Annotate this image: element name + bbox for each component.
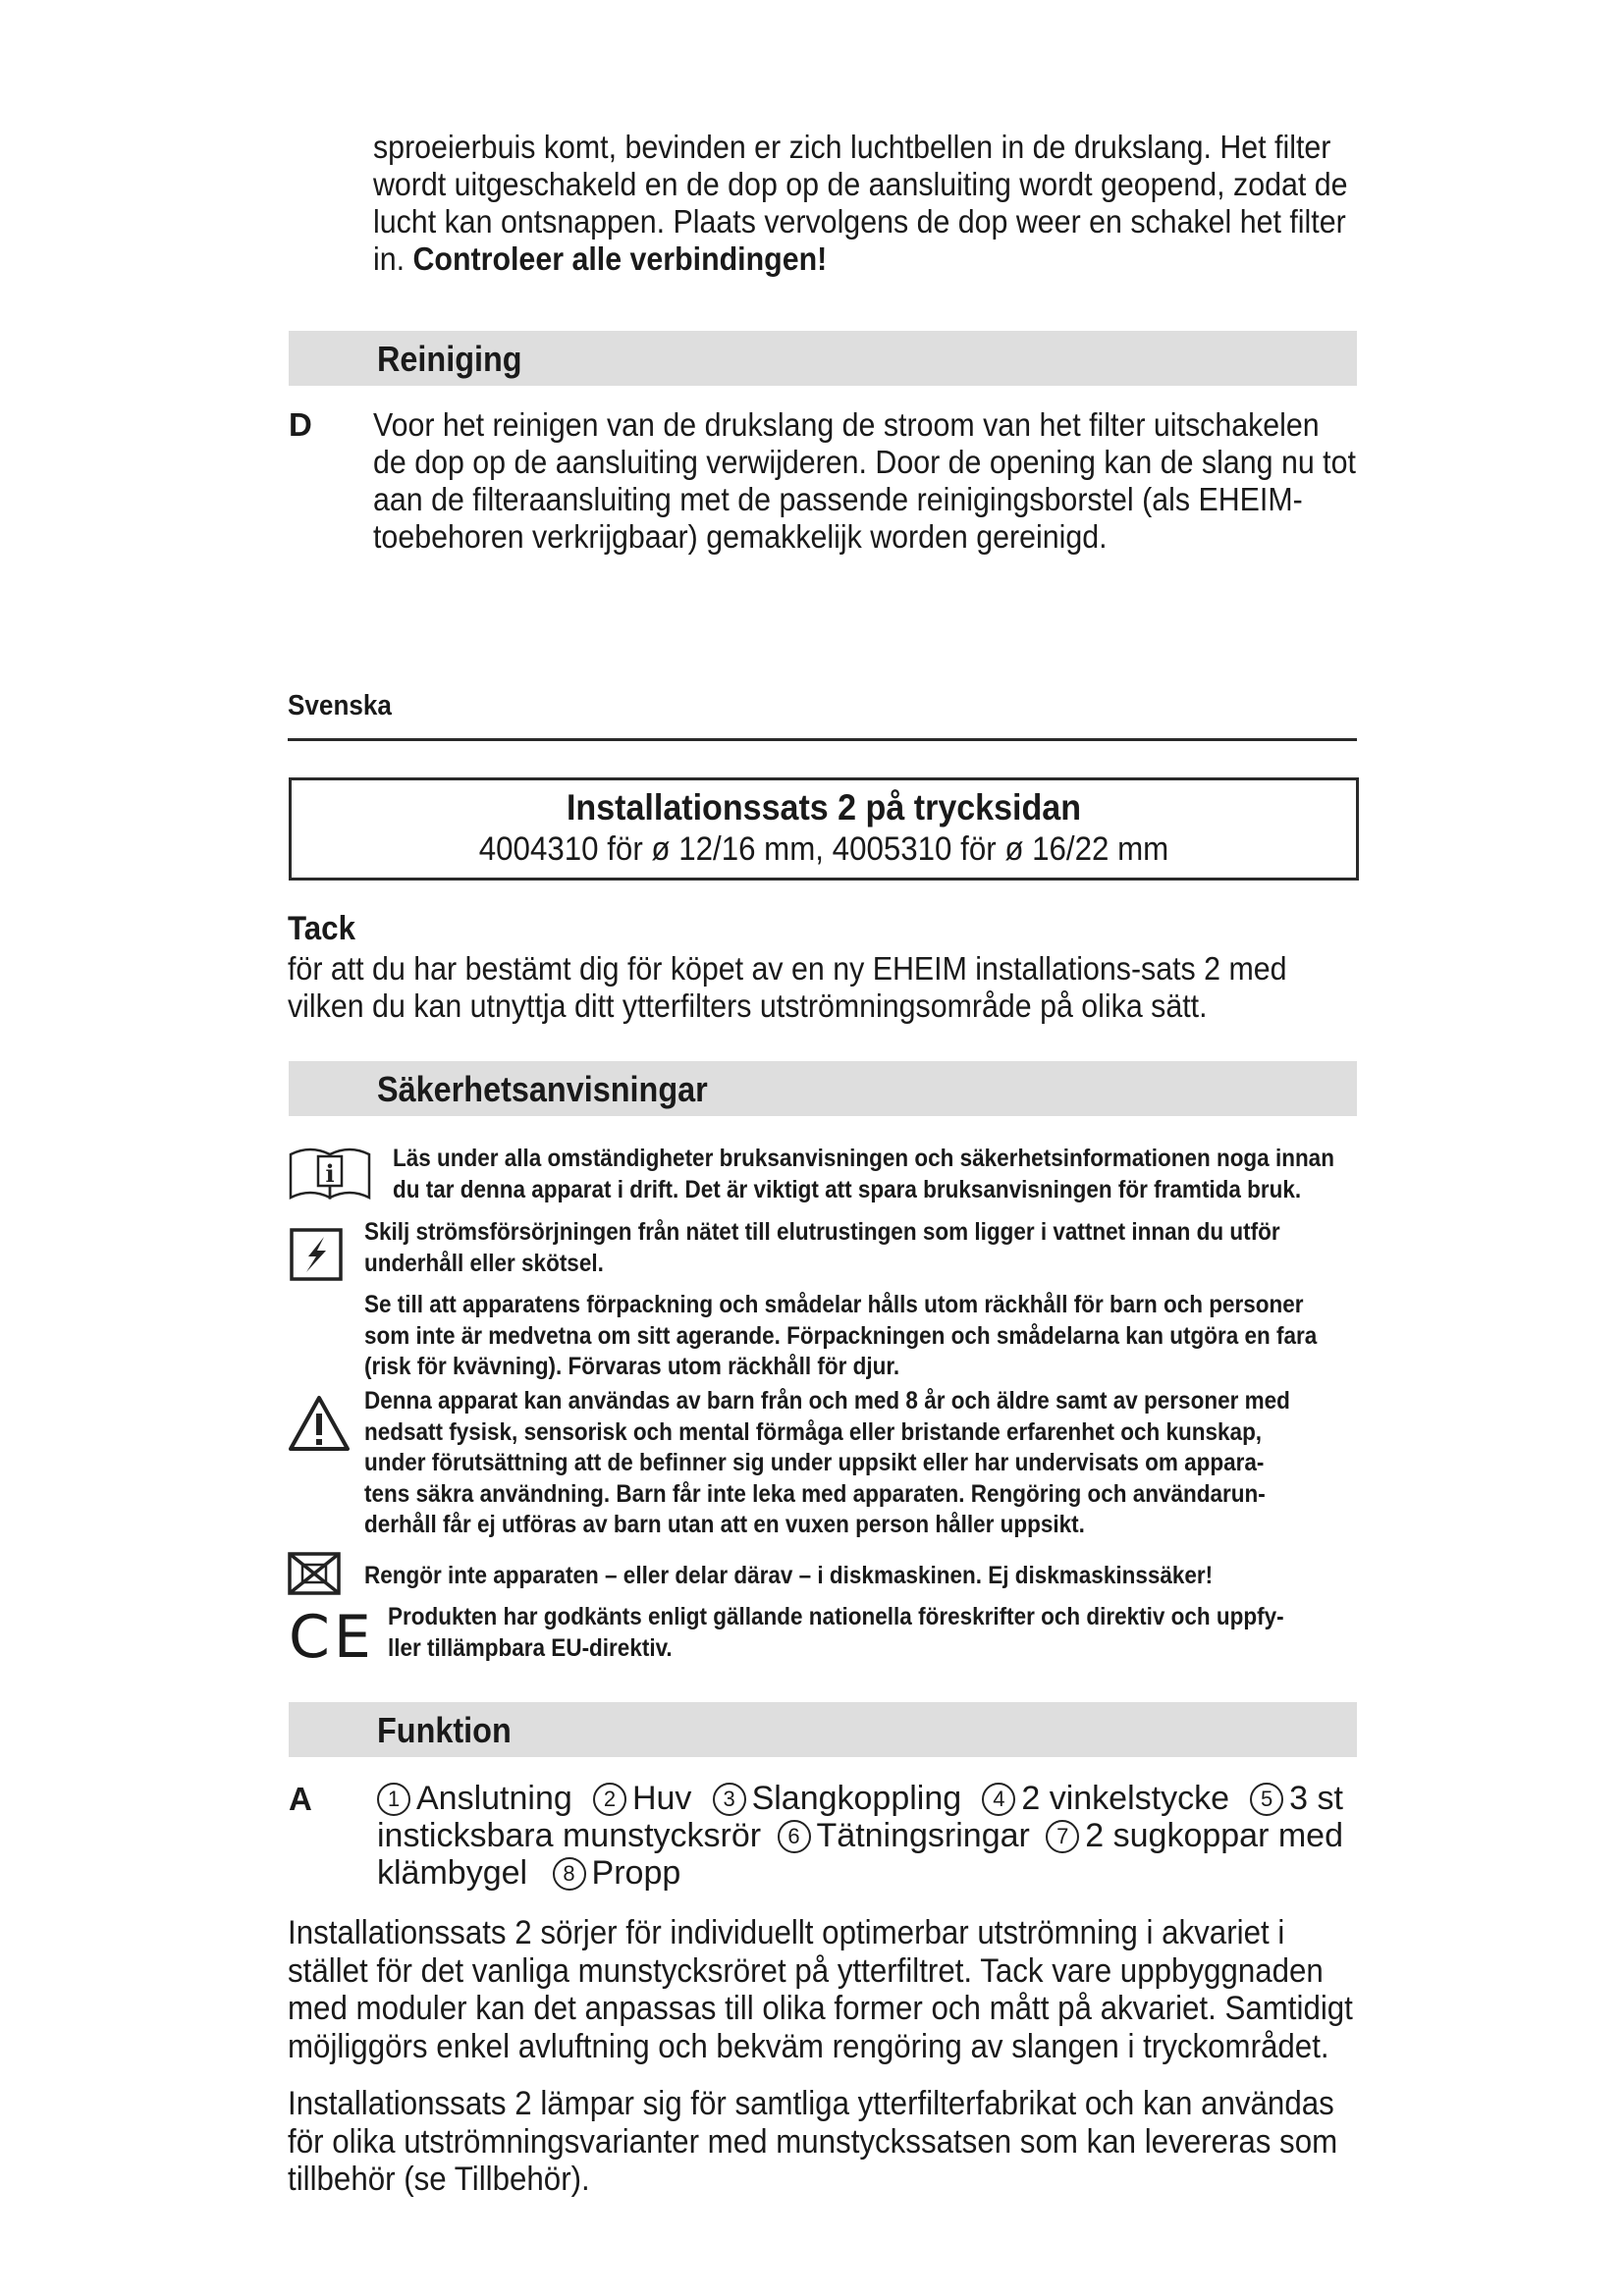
text-line: stället för det vanliga munstycksröret på ytterfiltret. Tack vare uppbyggnaden	[288, 1951, 1324, 1990]
text-line: sproeierbuis komt, bevinden er zich luchtbellen in de drukslang. Het filter	[373, 129, 1331, 165]
part-number: 8	[553, 1857, 586, 1891]
thanks-text	[288, 950, 1287, 1025]
text-line: Skilj strömsförsörjningen från nätet till elutrustingen som ligger i vattnet innan du utför	[364, 1218, 1280, 1246]
text-line: ller tillämpbara EU-direktiv.	[388, 1633, 673, 1662]
part-item	[377, 1780, 572, 1817]
part-label: 3 st	[1289, 1780, 1343, 1817]
text-line: de dop op de aansluiting verwijderen. Door de opening kan de slang nu tot	[373, 444, 1356, 480]
product-title: Installationssats 2 på trycksidan	[566, 787, 1082, 828]
divider	[288, 738, 1357, 741]
safety-manual-text	[393, 1144, 1334, 1205]
text-line: med moduler kan det anpassas till olika former och mått på akvariet. Samtidigt	[288, 1990, 1353, 2027]
part-label: Tätningsringar	[816, 1817, 1030, 1854]
product-title-box	[289, 777, 1359, 881]
text-line	[373, 240, 1347, 278]
text-line: underhåll eller skötsel.	[364, 1249, 604, 1277]
safety-dishwasher-text	[364, 1561, 1213, 1592]
text-line: Se till att apparatens förpackning och smådelar hålls utom räckhåll för barn och personer	[364, 1291, 1304, 1318]
figure-reference: A	[289, 1781, 312, 1817]
parts-line	[377, 1780, 1343, 1817]
part-item	[593, 1780, 691, 1817]
text-line: möjliggörs enkel avluftning och bekväm rengöring av slangen i tryckområdet.	[288, 2027, 1329, 2065]
part-number: 1	[377, 1783, 410, 1816]
section-heading: Säkerhetsanvisningar	[377, 1069, 708, 1109]
safety-warning-text	[364, 1386, 1290, 1541]
section-heading: Funktion	[377, 1710, 512, 1750]
language-label: Svenska	[288, 690, 392, 721]
part-item	[982, 1780, 1229, 1817]
part-item	[1046, 1817, 1343, 1854]
part-label: Slangkoppling	[751, 1780, 962, 1817]
part-label: Propp	[591, 1854, 681, 1892]
part-item	[1250, 1780, 1343, 1817]
parts-list	[377, 1780, 1359, 1892]
part-label: insticksbara munstycksrör	[377, 1817, 762, 1854]
text-line: toebehoren verkrijgbaar) gemakkelijk worden gereinigd.	[373, 518, 1108, 555]
no-dishwasher-icon	[287, 1551, 342, 1596]
section-bar-function	[289, 1702, 1357, 1757]
text-line: för olika utströmningsvarianter med munstyckssatsen som kan levereras som	[288, 2122, 1338, 2161]
text-line: Rengör inte apparaten – eller delar därav – i diskmaskinen. Ej diskmaskinssäker!	[364, 1562, 1214, 1589]
safety-packaging-text	[364, 1290, 1317, 1383]
function-description-1	[288, 1914, 1353, 2065]
part-label: 2 vinkelstycke	[1021, 1780, 1229, 1817]
safety-ce-text	[388, 1602, 1284, 1664]
part-label: klämbygel	[377, 1854, 528, 1892]
thanks-heading: Tack	[288, 910, 355, 947]
part-item	[713, 1780, 962, 1817]
part-number: 7	[1046, 1820, 1079, 1853]
read-manual-icon	[287, 1141, 373, 1201]
text-line: Produkten har godkänts enligt gällande nationella föreskrifter och direktiv och uppfy-	[388, 1603, 1284, 1630]
part-number: 3	[713, 1783, 746, 1816]
warning-icon	[287, 1394, 352, 1453]
figure-reference: D	[289, 406, 312, 443]
text-fragment: in.	[373, 240, 413, 277]
text-line: lucht kan ontsnappen. Plaats vervolgens de dop weer en schakel het filter	[373, 203, 1346, 240]
text-line: du tar denna apparat i drift. Det är viktigt att spara bruksanvisningen för framtida bruk.	[393, 1175, 1302, 1203]
part-label: 2 sugkoppar med	[1085, 1817, 1343, 1854]
text-line: Installationssats 2 sörjer för individuellt optimerbar utströmning i akvariet i	[288, 1914, 1285, 1951]
safety-power-text	[364, 1217, 1280, 1279]
svg-text:i: i	[325, 1159, 335, 1188]
part-label: Anslutning	[416, 1780, 572, 1817]
part-item	[553, 1854, 681, 1892]
section-bar-cleaning	[289, 331, 1357, 386]
text-line: Läs under alla omständigheter bruksanvisningen och säkerhetsinformationen noga innan	[393, 1145, 1334, 1172]
text-line: vilken du kan utnyttja ditt ytterfilters utströmningsområde på olika sätt.	[288, 988, 1208, 1024]
parts-line	[377, 1817, 1343, 1854]
text-line: nedsatt fysisk, sensorisk och mental förmåga eller bristande erfarenhet och kunskap,	[364, 1417, 1263, 1446]
function-description-2	[288, 2085, 1337, 2199]
text-line: tens säkra användning. Barn får inte leka med apparaten. Rengöring och användarun-	[364, 1479, 1266, 1508]
part-number: 2	[593, 1783, 626, 1816]
text-line: under förutsättning att de befinner sig under uppsikt eller har undervisats om appara-	[364, 1449, 1265, 1476]
text-line: (risk för kvävning). Förvaras utom räckhåll för djur.	[364, 1353, 900, 1380]
text-line: aan de filteraansluiting met de passende reinigingsborstel (als EHEIM-	[373, 481, 1303, 517]
cleaning-text	[373, 406, 1356, 556]
part-label: Huv	[631, 1780, 692, 1817]
text-line: som inte är medvetna om sitt agerande. Förpackningen och smådelarna kan utgöra en fara	[364, 1321, 1318, 1350]
ce-mark-icon: CE	[289, 1603, 375, 1672]
section-heading: Reiniging	[377, 339, 522, 379]
text-line: Voor het reinigen van de drukslang de stroom van het filter uitschakelen	[373, 406, 1320, 443]
text-line: Denna apparat kan användas av barn från och med 8 år och äldre samt av personer med	[364, 1387, 1290, 1415]
part-number: 5	[1250, 1783, 1283, 1816]
power-disconnect-icon	[289, 1227, 344, 1282]
product-subtitle: 4004310 för ø 12/16 mm, 4005310 för ø 16/22 mm	[478, 830, 1169, 868]
parts-line	[377, 1854, 1359, 1892]
text-line: tillbehör (se Tillbehör).	[288, 2161, 590, 2198]
dutch-intro	[373, 129, 1347, 278]
part-number: 6	[778, 1820, 811, 1853]
text-line: Installationssats 2 lämpar sig för samtliga ytterfilterfabrikat och kan användas	[288, 2085, 1334, 2122]
text-line: för att du har bestämt dig för köpet av en ny EHEIM installations-sats 2 med	[288, 950, 1287, 987]
part-number: 4	[982, 1783, 1015, 1816]
bold-emphasis: Controleer alle verbindingen!	[412, 240, 828, 277]
part-item	[778, 1817, 1030, 1854]
section-bar-safety	[289, 1061, 1357, 1116]
text-line: derhåll får ej utföras av barn utan att en vuxen person håller uppsikt.	[364, 1511, 1085, 1538]
text-line: wordt uitgeschakeld en de dop op de aansluiting wordt geopend, zodat de	[373, 166, 1348, 202]
